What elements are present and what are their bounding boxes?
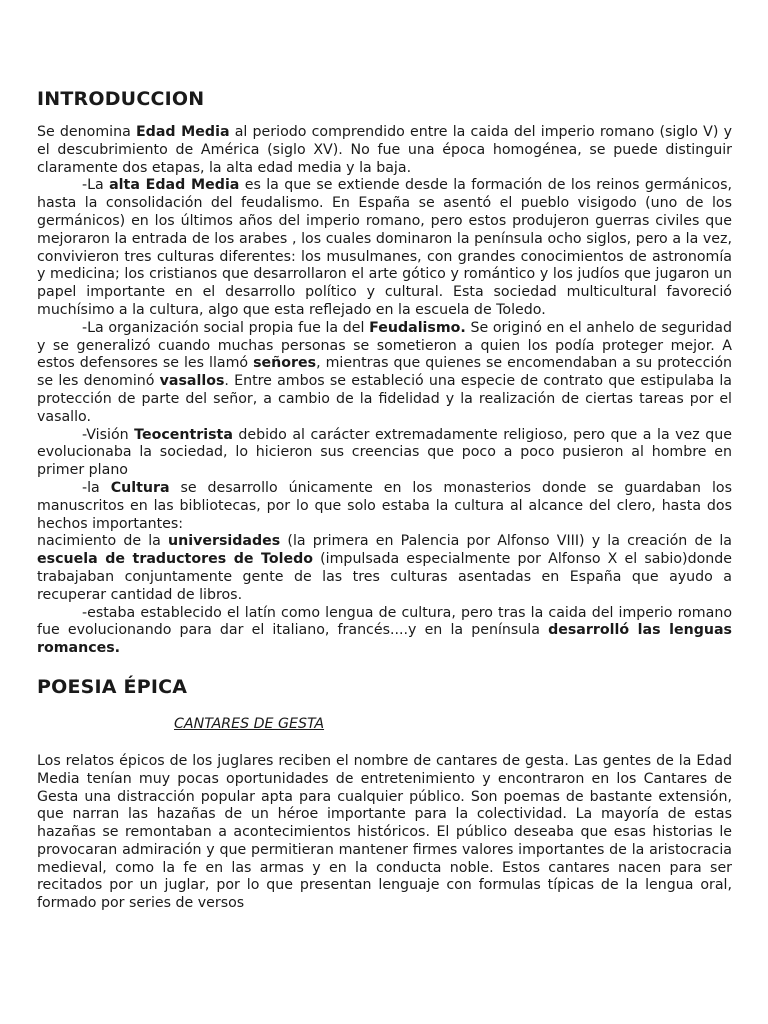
bold-term: desarrolló las lenguas romances. (37, 622, 732, 657)
text-run: -La (82, 177, 110, 194)
text-run: al periodo comprendido entre la caida del imperio romano (siglo V) y el descubrimiento de América (siglo XV). No fue una época homogénea, se puede distinguir claramente dos etapas, la alta edad media y la baja. (37, 124, 733, 176)
text-run: debido al carácter extremadamente religioso, pero que a la vez que evolucionaba la sociedad, lo hicieron sus creencias que poco a poco pusieron al hombre en primer plano (37, 426, 732, 479)
paragraph (37, 533, 732, 604)
text-run: nacimiento de la (37, 533, 169, 550)
text-run: Los relatos épicos de los juglares reciben el nombre de cantares de gesta. Las gentes de la Edad Media tenían muy pocas oportunidades de entretenimiento y encontraron en los Cantares de Gesta una distracción popular apta para cualquier público. Son poemas de bastante extensión, que narran las hazañas de un héroe importante para la colectividad. La mayoría de estas hazañas se remontaban a acontecimientos históricos. El público deseaba que esas historias le provocaran admiración y que permitieran mantener firmes valores importantes de la aristocracia medieval, como la fe en las armas y en la conducta noble. Estos cantares nacen para ser recitados por un juglar, por lo que presentan lenguaje con formulas típicas de la lengua oral, formado por series de versos (37, 752, 732, 912)
text-run: Se originó en el anhelo de seguridad y se generalizó cuando muchas personas se sometieron a quien los podía proteger mejor. A estos defensores se les llamó (37, 319, 732, 372)
bold-term: alta Edad Media (109, 177, 240, 194)
bold-term: Cultura (110, 479, 170, 496)
text-run: , mientras que quienes se encomendaban a su protección se les denominó (37, 355, 732, 390)
subheading-cantares-de-gesta: CANTARES DE GESTA (174, 715, 325, 732)
text-run: (la primera en Palencia por Alfonso VIII) y la creación de la (280, 533, 732, 550)
text-run: -Visión (82, 426, 135, 443)
section-heading-poesia-epica: POESIA ÉPICA (37, 675, 188, 698)
document-page (37, 86, 732, 913)
text-run: . Entre ambos se estableció una especie de contrato que estipulaba la protección de parte del señor, a cambio de la fidelidad y la realización de ciertas tareas por el vasallo. (37, 373, 732, 425)
paragraph (37, 753, 732, 913)
text-run: -estaba establecido el latín como lengua de cultura, pero tras la caida del imperio romano fue evolucionando para dar el italiano, francés....y en la península (37, 604, 732, 639)
bold-term: Teocentrista (134, 426, 233, 443)
bold-term: universidades (168, 533, 281, 550)
text-run: se desarrollo únicamente en los monasterios donde se guardaban los manuscritos en las bibliotecas, por lo que solo estaba la cultura al alcance del clero, hasta dos hechos importantes: (37, 479, 732, 532)
bold-term: Feudalismo. (369, 319, 466, 336)
bold-term: vasallos (159, 373, 225, 390)
text-run: Se denomina (37, 124, 136, 140)
text-run: -La organización social propia fue la del (82, 319, 370, 336)
bold-term: Edad Media (135, 124, 230, 140)
paragraph (37, 605, 732, 658)
section-heading-introduccion: INTRODUCCION (37, 88, 205, 110)
paragraph (37, 320, 732, 427)
text-run: -la (82, 479, 111, 496)
paragraph (37, 427, 732, 480)
paragraph (37, 124, 732, 177)
paragraph (37, 480, 732, 533)
text-run: (impulsada especialmente por Alfonso X el sabio)donde trabajaban conjuntamente gente de las tres culturas asentadas en España que ayudo a recuperar cantidad de libros. (37, 551, 732, 603)
paragraph (37, 177, 732, 319)
bold-term: señores (253, 355, 317, 372)
bold-term: escuela de traductores de Toledo (37, 551, 313, 568)
text-run: es la que se extiende desde la formación de los reinos germánicos, hasta la consolidación del feudalismo. En España se asentó el pueblo visigodo (uno de los germánicos) en los últimos años del imperio romano, pero estos produjeron guerras civiles que mejoraron la entrada de los arabes , los cuales dominaron la península ocho siglos, pero a la vez, convivieron tres culturas diferentes: los musulmanes, con grandes conocimientos de astronomía y medicina; los cristianos que desarrollaron el arte gótico y romántico y los judíos que jugaron un papel importante en el desarrollo político y cultural. Esta sociedad multicultural favoreció muchísimo a la cultura, algo que esta reflejado en la escuela de Toledo. (37, 177, 733, 318)
